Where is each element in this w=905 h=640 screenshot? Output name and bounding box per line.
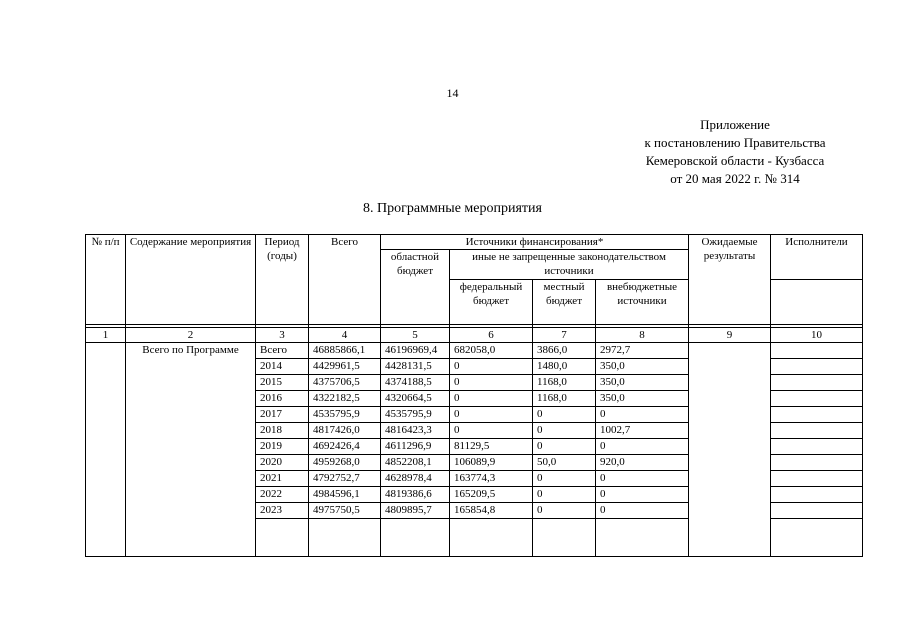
- cell-regional: 4428131,5: [381, 359, 450, 375]
- cell-local: 0: [533, 487, 596, 503]
- header-num: № п/п: [86, 235, 126, 325]
- executors-cell: [771, 359, 863, 375]
- empty-cell: [771, 519, 863, 557]
- executors-cell: [771, 487, 863, 503]
- header-expected-results: Ожидаемые результаты: [689, 235, 771, 325]
- cell-federal: 0: [450, 375, 533, 391]
- executors-cell: [771, 503, 863, 519]
- executors-cell: [771, 439, 863, 455]
- cell-extra: 0: [596, 407, 689, 423]
- results-cell: [689, 343, 771, 557]
- table-row: [86, 343, 863, 359]
- header-federal-budget: федеральный бюджет: [450, 280, 533, 325]
- empty-cell: [533, 519, 596, 557]
- cell-period: 2019: [256, 439, 309, 455]
- header-content: Содержание мероприятия: [126, 235, 256, 325]
- header-other-sources: иные не запрещенные законодательством источники: [450, 250, 689, 280]
- appendix-block: [610, 116, 860, 188]
- cell-regional: 4809895,7: [381, 503, 450, 519]
- cell-extra: 0: [596, 503, 689, 519]
- cell-local: 3866,0: [533, 343, 596, 359]
- header-extrabudgetary: внебюджетные источники: [596, 280, 689, 325]
- cell-period: 2022: [256, 487, 309, 503]
- cell-regional: 4816423,3: [381, 423, 450, 439]
- empty-cell: [450, 519, 533, 557]
- cell-extra: 350,0: [596, 391, 689, 407]
- cell-local: 0: [533, 439, 596, 455]
- empty-cell: [596, 519, 689, 557]
- row-num-cell: [86, 343, 126, 557]
- column-number: 2: [126, 328, 256, 343]
- executors-cell: [771, 407, 863, 423]
- cell-total: 46885866,1: [309, 343, 381, 359]
- cell-total: 4429961,5: [309, 359, 381, 375]
- cell-extra: 0: [596, 439, 689, 455]
- cell-regional: 4320664,5: [381, 391, 450, 407]
- cell-period: 2014: [256, 359, 309, 375]
- column-number: 8: [596, 328, 689, 343]
- cell-local: 0: [533, 423, 596, 439]
- empty-cell: [256, 519, 309, 557]
- cell-total: 4975750,5: [309, 503, 381, 519]
- cell-federal: 0: [450, 407, 533, 423]
- cell-period: 2020: [256, 455, 309, 471]
- cell-federal: 106089,9: [450, 455, 533, 471]
- column-number: 7: [533, 328, 596, 343]
- cell-total: 4959268,0: [309, 455, 381, 471]
- cell-regional: 4628978,4: [381, 471, 450, 487]
- table-data-body: [86, 343, 863, 557]
- appendix-line-2: к постановлению Правительства: [644, 135, 826, 150]
- executors-cell: [771, 391, 863, 407]
- cell-regional: 4819386,6: [381, 487, 450, 503]
- cell-period: 2015: [256, 375, 309, 391]
- column-number: 6: [450, 328, 533, 343]
- cell-regional: 4535795,9: [381, 407, 450, 423]
- cell-period: 2023: [256, 503, 309, 519]
- header-local-budget: местный бюджет: [533, 280, 596, 325]
- cell-federal: 81129,5: [450, 439, 533, 455]
- cell-extra: 350,0: [596, 375, 689, 391]
- cell-regional: 4374188,5: [381, 375, 450, 391]
- cell-period: Всего: [256, 343, 309, 359]
- header-regional-budget: областной бюджет: [381, 250, 450, 325]
- cell-extra: 2972,7: [596, 343, 689, 359]
- cell-extra: 920,0: [596, 455, 689, 471]
- column-number: 10: [771, 328, 863, 343]
- column-number: 4: [309, 328, 381, 343]
- cell-total: 4535795,9: [309, 407, 381, 423]
- executors-cell: [771, 343, 863, 359]
- program-total-label: Всего по Программе: [126, 343, 256, 557]
- cell-total: 4984596,1: [309, 487, 381, 503]
- cell-local: 50,0: [533, 455, 596, 471]
- cell-total: 4375706,5: [309, 375, 381, 391]
- header-executors: Исполнители: [771, 235, 863, 280]
- column-number: 5: [381, 328, 450, 343]
- executors-cell: [771, 423, 863, 439]
- executors-cell: [771, 455, 863, 471]
- cell-period: 2021: [256, 471, 309, 487]
- cell-extra: 0: [596, 471, 689, 487]
- header-total: Всего: [309, 235, 381, 325]
- cell-local: 0: [533, 503, 596, 519]
- cell-period: 2016: [256, 391, 309, 407]
- executors-cell: [771, 471, 863, 487]
- cell-regional: 4611296,9: [381, 439, 450, 455]
- cell-local: 0: [533, 407, 596, 423]
- cell-federal: 0: [450, 359, 533, 375]
- cell-federal: 165209,5: [450, 487, 533, 503]
- cell-local: 1480,0: [533, 359, 596, 375]
- cell-total: 4692426,4: [309, 439, 381, 455]
- cell-extra: 1002,7: [596, 423, 689, 439]
- cell-extra: 350,0: [596, 359, 689, 375]
- header-funding-sources: Источники финансирования*: [381, 235, 689, 250]
- cell-total: 4322182,5: [309, 391, 381, 407]
- cell-local: 0: [533, 471, 596, 487]
- cell-federal: 682058,0: [450, 343, 533, 359]
- executors-cell: [771, 375, 863, 391]
- column-number: 3: [256, 328, 309, 343]
- cell-federal: 0: [450, 423, 533, 439]
- appendix-line-3: Кемеровской области - Кузбасса: [645, 153, 825, 168]
- cell-regional: 4852208,1: [381, 455, 450, 471]
- page-number: 14: [446, 86, 459, 100]
- appendix-line-1: Приложение: [700, 117, 770, 132]
- cell-local: 1168,0: [533, 391, 596, 407]
- column-number: 1: [86, 328, 126, 343]
- cell-federal: 163774,3: [450, 471, 533, 487]
- section-title: 8. Программные мероприятия: [363, 201, 542, 216]
- empty-cell: [309, 519, 381, 557]
- column-number: 9: [689, 328, 771, 343]
- cell-total: 4817426,0: [309, 423, 381, 439]
- program-activities-table: [85, 234, 863, 557]
- empty-cell: [381, 519, 450, 557]
- cell-period: 2018: [256, 423, 309, 439]
- header-period: Период (годы): [256, 235, 309, 325]
- cell-federal: 0: [450, 391, 533, 407]
- cell-regional: 46196969,4: [381, 343, 450, 359]
- cell-total: 4792752,7: [309, 471, 381, 487]
- cell-federal: 165854,8: [450, 503, 533, 519]
- cell-local: 1168,0: [533, 375, 596, 391]
- appendix-line-4: от 20 мая 2022 г. № 314: [670, 171, 800, 186]
- cell-period: 2017: [256, 407, 309, 423]
- cell-extra: 0: [596, 487, 689, 503]
